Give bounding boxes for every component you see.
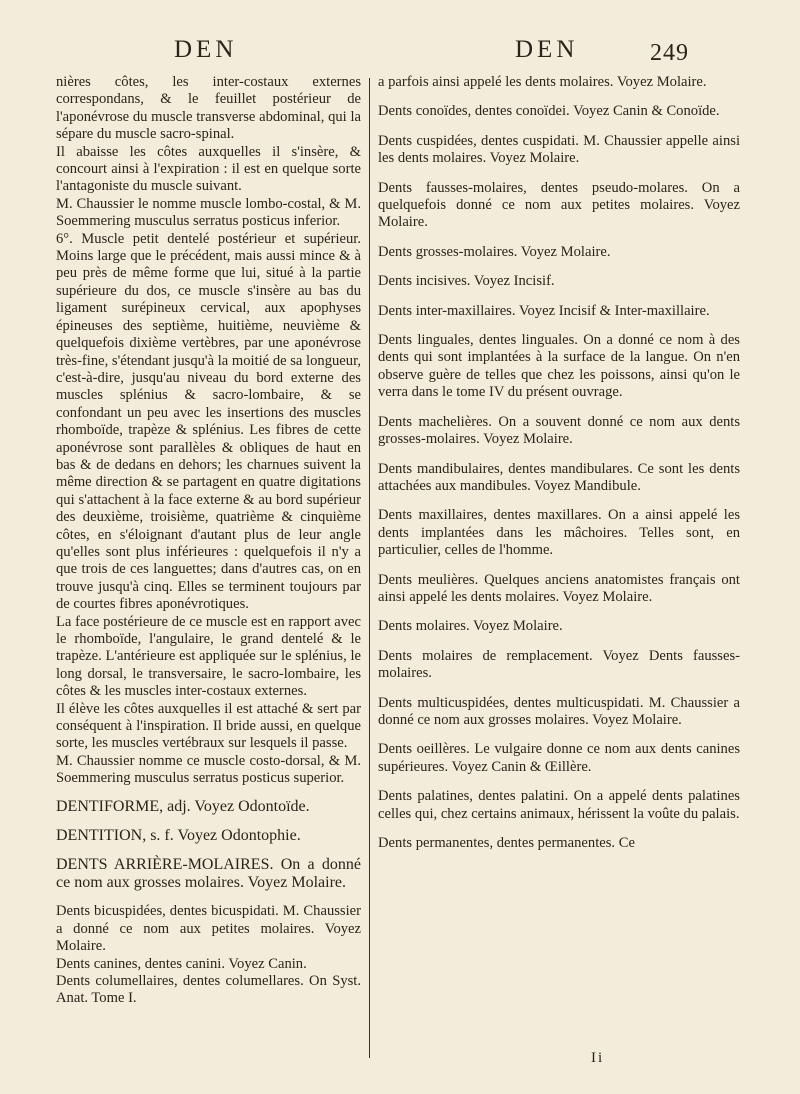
right-paragraph: Dents conoïdes, dentes conoïdei. Voyez Canin & Conoïde. bbox=[378, 103, 720, 120]
right-paragraph: Dents incisives. Voyez Incisif. bbox=[378, 273, 555, 290]
right-paragraph: Dents palatines, dentes palatini. On a appelé dents palatines celles qui, chez certains animaux, hérissent la voûte du palais. bbox=[378, 788, 740, 822]
signature-mark: Ii bbox=[591, 1050, 605, 1066]
left-text-column bbox=[56, 74, 361, 1008]
dictionary-entry: Dents bicuspidées, dentes bicuspidati. M. Chaussier a donné ce nom aux petites molaires. Voyez Molaire. bbox=[56, 903, 361, 955]
page-number: 249 bbox=[650, 40, 689, 66]
right-paragraph: a parfois ainsi appelé les dents molaires. Voyez Molaire. bbox=[378, 74, 707, 90]
right-paragraph: Dents molaires. Voyez Molaire. bbox=[378, 618, 563, 635]
right-paragraph: Dents molaires de remplacement. Voyez Dents fausses-molaires. bbox=[378, 647, 740, 682]
left-paragraph: M. Chaussier nomme ce muscle costo-dorsal, & M. Soemmering musculus serratus posticus superior. bbox=[56, 752, 361, 787]
right-paragraph: Dents grosses-molaires. Voyez Molaire. bbox=[378, 243, 611, 260]
right-paragraph: Dents oeillères. Le vulgaire donne ce nom aux dents canines supérieures. Voyez Canin & Œillère. bbox=[378, 741, 740, 775]
right-paragraph: Dents machelières. On a souvent donné ce nom aux dents grosses-molaires. Voyez Molaire. bbox=[378, 413, 740, 448]
column-divider bbox=[369, 78, 370, 1058]
right-paragraph: Dents meulières. Quelques anciens anatomistes français ont ainsi appelé les dents molaires. Voyez Molaire. bbox=[378, 571, 740, 605]
dictionary-entry: DENTIFORME, adj. Voyez Odontoïde. bbox=[56, 797, 310, 815]
right-paragraph: Dents permanentes, dentes permanentes. Ce bbox=[378, 835, 635, 851]
left-paragraph: La face postérieure de ce muscle est en rapport avec le rhomboïde, l'angulaire, le grand dentelé & le trapèze. L'antérieure est appliquée sur le splénius, le long dorsal, le transversaire, le sacro-lombaire, les côtes & les muscles inter-costaux externes. bbox=[56, 613, 361, 700]
right-paragraph: Dents mandibulaires, dentes mandibulares. Ce sont les dents attachées aux mandibules. Voyez Mandibule. bbox=[378, 460, 740, 494]
dictionary-entry: Dents canines, dentes canini. Voyez Canin. bbox=[56, 955, 307, 972]
left-paragraph: M. Chaussier le nomme muscle lombo-costal, & M. Soemmering musculus serratus posticus inferior. bbox=[56, 195, 361, 230]
left-paragraph: Il abaisse les côtes auxquelles il s'insère, & concourt ainsi à l'expiration : il est en quelque sorte l'antagoniste du muscle suivant. bbox=[56, 143, 361, 195]
running-head-right: DEN bbox=[515, 36, 579, 63]
page-header bbox=[0, 36, 800, 76]
dictionary-entry: Dents columellaires, dentes columellares. On Syst. Anat. Tome I. bbox=[56, 972, 361, 1007]
right-paragraph: Dents fausses-molaires, dentes pseudo-molares. On a quelquefois donné ce nom aux petites molaires. Voyez Molaire. bbox=[378, 179, 740, 231]
running-head-left: DEN bbox=[174, 36, 238, 63]
right-paragraph: Dents cuspidées, dentes cuspidati. M. Chaussier appelle ainsi les dents molaires. Voyez Molaire. bbox=[378, 132, 740, 167]
left-paragraph: 6°. Muscle petit dentelé postérieur et supérieur. Moins large que le précédent, mais aussi mince & à peu près de même forme que lui, situé à la partie supérieure du dos, ce muscle s'insère au bas du ligament surépineux cervical, aux apophyses épineuses des septième, huitième, neuvième & quelquefois dixième vertèbres, par une aponévrose très-fine, s'étendant jusqu'à la moitié de sa longueur, c'est-à-dire, jusqu'au niveau du bord externe des muscles splénius & sacro-lombaire, & se confondant un peu avec les insertions des muscles rhomboïde, trapèze & splénius. Les fibres de cette aponévrose sont parallèles & obliques de haut en bas & de dedans en dehors; les charnues suivent la même direction & se partagent en quatre digitations qui s'attachent à la face externe & au bord supérieur des deuxième, troisième, quatrième & cinquième côtes, en s'éloignant d'autant plus de leur angle qu'elles sont plus inférieures : quelquefois il n'y a que trois de ces languettes; dans d'autres cas, on en trouve jusqu'à cinq. Elles se terminent toujours par de courtes fibres aponévrotiques. bbox=[56, 230, 361, 613]
right-paragraph: Dents multicuspidées, dentes multicuspidati. M. Chaussier a donné ce nom aux grosses molaires. Voyez Molaire. bbox=[378, 694, 740, 728]
dictionary-entry: DENTITION, s. f. Voyez Odontophie. bbox=[56, 827, 301, 845]
right-paragraph: Dents inter-maxillaires. Voyez Incisif & Inter-maxillaire. bbox=[378, 302, 710, 319]
right-paragraph: Dents linguales, dentes linguales. On a donné ce nom à des dents qui sont implantées à la surface de la langue. On n'en observe guère de telles que chez les poissons, ainsi qu'on le verra dans le tome IV du présent ouvrage. bbox=[378, 332, 740, 401]
left-paragraph: Il élève les côtes auxquelles il est attaché & sert par conséquent à l'inspiration. Il bride aussi, en quelque sorte, les muscles vertébraux sur lesquels il passe. bbox=[56, 700, 361, 752]
right-paragraph: Dents maxillaires, dentes maxillares. On a ainsi appelé les dents implantées dans les mâchoires. Telles sont, en particulier, celles de l'homme. bbox=[378, 507, 740, 559]
dictionary-entry: DENTS ARRIÈRE-MOLAIRES. On a donné ce nom aux grosses molaires. Voyez Molaire. bbox=[56, 856, 361, 891]
left-paragraph: nières côtes, les inter-costaux externes correspondans, & le feuillet postérieur de l'aponévrose du muscle transverse abdominal, qui la sépare du muscle sacro-spinal. bbox=[56, 74, 361, 143]
right-text-column bbox=[378, 74, 740, 864]
